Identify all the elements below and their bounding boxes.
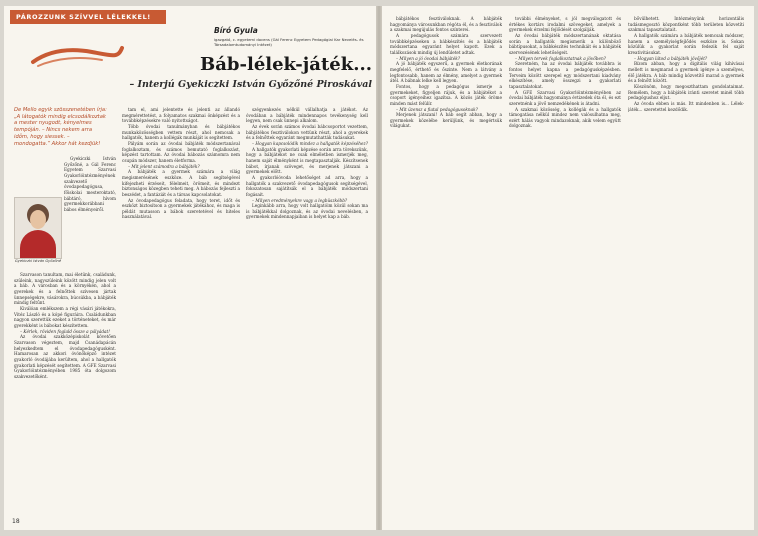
question: – Hogyan látod a bábjáték jövőjét? [634, 55, 708, 61]
paragraph: Az évek során számos óvodai bábcsoportot vezettem, bábjátékos fesztiválokon vettünk részt, ahol a gyerekek és a felnőttek egyaránt megmutathatták tudásukat. [246, 123, 368, 141]
paragraph: Az óvoda ebben is más. Itt mindenben is... Lélek-játék... szeretettel kezdődik. [628, 100, 744, 112]
paragraph: A bábjáték a gyermek számára a világ megismerésének eszköze. A báb segítségével kifejezheti érzéseit, félelmeit, örömeit, és mindezt biztonságos közegben teheti meg. A bábozás fejleszti a beszédet, a fantáziát és a társas kapcsolatokat. [122, 169, 240, 197]
left-col1-top [64, 156, 116, 268]
portrait-photo [14, 197, 62, 259]
paragraph: Merjenek játszani! A báb segít abban, hogy a gyermekek közelébe kerüljünk, és megértsük világukat. [390, 112, 502, 129]
paragraph: A hallgatók számára a bábjáték nemcsak módszer, hanem a személyiségfejlődés eszköze is. Sokan közülük a gyakorlat során fedezik fel saját kreativitásukat. [628, 32, 744, 55]
paragraph: szégyenkezés nélkül vállalhatja a játékot. Az óvodában a bábjáték mindennapos tevékenység kell legyen, nem csak ünnepi alkalom. [246, 107, 368, 124]
question: – Mit üzensz a fiatal pedagógusoknak? [396, 106, 478, 112]
left-column-3 [246, 107, 368, 512]
paragraph: bábjátékos fesztiváloknak. A bábjáték hagyománya városunkban régóta él, és a fesztiválok a szakmai megújulás fontos színterei. [390, 16, 502, 33]
left-page [4, 6, 376, 530]
author-affiliation: igazgató, c. egyetemi docens (Gál Ferenc Egyetem Pedagógiai Kar Nevelés- és Társadalomtudományi Intézet) [214, 37, 364, 47]
paragraph: Több óvodai tanulmányban és bábjátékos munkaközösségben vettem részt, ahol nemcsak a hallgatók, hanem a kollégák munkáját is segítettem. [122, 123, 240, 141]
left-column-1 [14, 272, 116, 512]
photo-caption: Gyekiczki István Győzőné [14, 259, 62, 263]
paragraph: A hallgatók gyakorlati képzése során arra törekszünk, hogy a bábjátékot ne csak elméletben ismerjék meg, hanem saját élményként is megtapasztalják. Készítsenek bábot, írjanak szöveget, és merjenek játszani a gyermekek előtt. [246, 146, 368, 175]
brush-stroke-decoration [30, 40, 125, 70]
paragraph: Az óvodapedagógus feladata, hogy teret, időt és eszközt biztosítson a gyermekek játékához, és maga is példát mutasson a bábok szeretetével és hiteles használatával. [122, 197, 240, 220]
question: – Mit jelent számodra a bábjáték? [128, 163, 200, 169]
paragraph: Szarvason tanultam, mai életünk, családunk, szüleink, nagyszüleink között mindig jelen volt a báb. A városban és a környékén, ahol a gyerekek és a felnőttek szívesen jártak ünnepségekre, vásárokra, búcsúkba, a bábjáték mindig feltűnt. [14, 272, 116, 306]
right-column-3 [628, 16, 744, 516]
paragraph: Szeretném, ha az óvodai bábjáték továbbra is fontos helyet kapna a pedagógusképzésben. Terveim között szerepel egy módszertani kiadvány elkészítése, amely összegzi a gyakorlati tapasztalatokat. [509, 61, 621, 89]
paragraph: A szakmai közösség, a kollégák és a hallgatók támogatása nélkül mindez nem valósulhatna meg, ezért hálás vagyok mindazoknak, akik velem együtt dolgoznak. [509, 106, 621, 129]
paragraph: A GFE Szarvasi Gyakorlóintézményében az óvodai bábjáték hagyománya évtizedek óta él, és ezt szeretnénk a jövő nemzedékének is átadni. [509, 89, 621, 106]
paragraph: további élményeket, s jól megválogatott és értékes kortárs irodalmi szövegeket, amelyek a gyermekek érzelmi fejlődését szolgálják. [509, 16, 621, 33]
paragraph: Kiválóan emlékszem a régi vásári játékokra, Vitéz László és a kópé figuráira. Családunkban nagyon szerettük ezeket a történeteket, és már gyerekként is bábokat készítettem. [14, 305, 116, 328]
paragraph: Köszönöm, hogy megoszthattam gondolataimat. Remélem, hogy a bábjáték iránti szeretet minél több pedagógushoz eljut. [628, 83, 744, 101]
question: – Milyen tervek foglalkoztatnak a jövőben? [515, 55, 606, 61]
paragraph: Fontos, hogy a pedagógus ismerje a gyermekeket, figyeljen rájuk, és a bábjátékot a csoport igényeihez igazítsa. A közös játék öröme minden mást felülír. [390, 83, 502, 106]
article-title: Báb-lélek-játék... [200, 54, 372, 75]
question: – Kérlek, röviden foglald össze a pályádat! [20, 328, 110, 334]
paragraph: Az óvodai szakközépiskolát követően Szarvason végeztem, majd Csanádapácán helyezkedtem el óvodapedagógusként. Hamarosan az akkori óvónőképző intézet gyakorló óvodájába kerültem, ahol a hallgatók gyakorlati képzését segítettem. A GFE Szarvasi Gyakorlóintézményében 1985 óta dolgozom szakvezetőként. [14, 334, 116, 379]
article-subtitle: – Interjú Gyekiczki István Győzőné Piroskával [129, 79, 372, 90]
question: – Milyen a jó óvodai bábjáték? [396, 55, 461, 61]
author-name: Bíró Gyula [214, 26, 258, 35]
question: – Milyen eredményekre vagy a legbüszkébb? [252, 197, 348, 203]
paragraph: bővülhetett. Intézményünk horizontális tudásmegosztó központként több területen közvetíti szakmai tapasztalatait. [628, 16, 744, 33]
paragraph: Bízom abban, hogy a digitális világ kihívásai mellett is megmarad a gyermek igénye a személyes, élő játékra. A báb mindig közvetítő marad a gyermek és a felnőtt között. [628, 61, 744, 84]
paragraph: Leginkább arra, hogy volt hallgatóim közül sokan ma is bábjátékkal dolgoznak, és az óvodai nevelésben, a gyermekek mindennapjaiban is helyet kap a báb. [246, 203, 368, 220]
paragraph: Pályám során az óvodai bábjáték módszertanával foglalkoztam, és számos bemutató foglalkozást, képzést tartottam. Az óvodai bábozás számomra nem csupán módszer, hanem életforma. [122, 140, 240, 163]
right-column-1 [390, 16, 502, 516]
photo-face [30, 210, 46, 229]
photo-body [20, 230, 56, 259]
paragraph: Gyekiczki István Győzőné, a Gál Ferenc Egyetem Szarvasi Gyakorlóintézményének szakvezető óvodapedagógusa, főiskolai mesteroktató, bábtáró, hívom gyermekkorábbani bábos élményeiről. [64, 156, 116, 212]
paragraph: A gyakorlóóvoda lehetőséget ad arra, hogy a hallgatók a szakvezető óvodapedagógusok segítségével, fokozatosan sajátítsák el a bábjáték módszertani fogásait. [246, 174, 368, 197]
right-column-2 [509, 16, 621, 516]
paragraph: Az óvodai bábjáték módszertanának oktatása során a hallgatók megismerik a különböző bábtípusokat, a bábkészítés technikáit és a bábjáték szervezésének lehetőségeit. [509, 32, 621, 55]
left-column-2 [122, 107, 240, 512]
paragraph: tam el, ami jelentette és jelenti az állandó megmérettetést, a folyamatos szakmai önképzést és a továbbképzésekre való nyitottságot. [122, 107, 240, 124]
paragraph: A pedagógusok számára szervezett továbbképzéseken a bábkészítés és a bábjáték módszertana egyaránt helyet kapott. Ezek a találkozások mindig új lendületet adtak. [390, 32, 502, 55]
paragraph: A jó bábjáték egyszerű, a gyermek életkorának megfelelő, érthető és őszinte. Nem a látvány a legfontosabb, hanem az élmény, amelyet a gyermek átél. A bábnak lelke kell legyen. [390, 61, 502, 84]
article-lede: De Mello egyik szösszenetében írja: „A látogatók mindig elcsodálkoztak a mester nyugodt, kényelmes tempóján. – Nincs nekem arra időm, hogy siessek. – mondogatta.” Akkor hát kezdjük! [14, 107, 107, 147]
question: – Hogyan kapcsolódik mindez a hallgatók képzéséhez? [252, 140, 368, 146]
page-number: 18 [12, 518, 20, 525]
section-header: PÁROZZUNK SZÍVVEL LÉLEKKEL! [10, 10, 166, 24]
right-page [382, 6, 754, 530]
